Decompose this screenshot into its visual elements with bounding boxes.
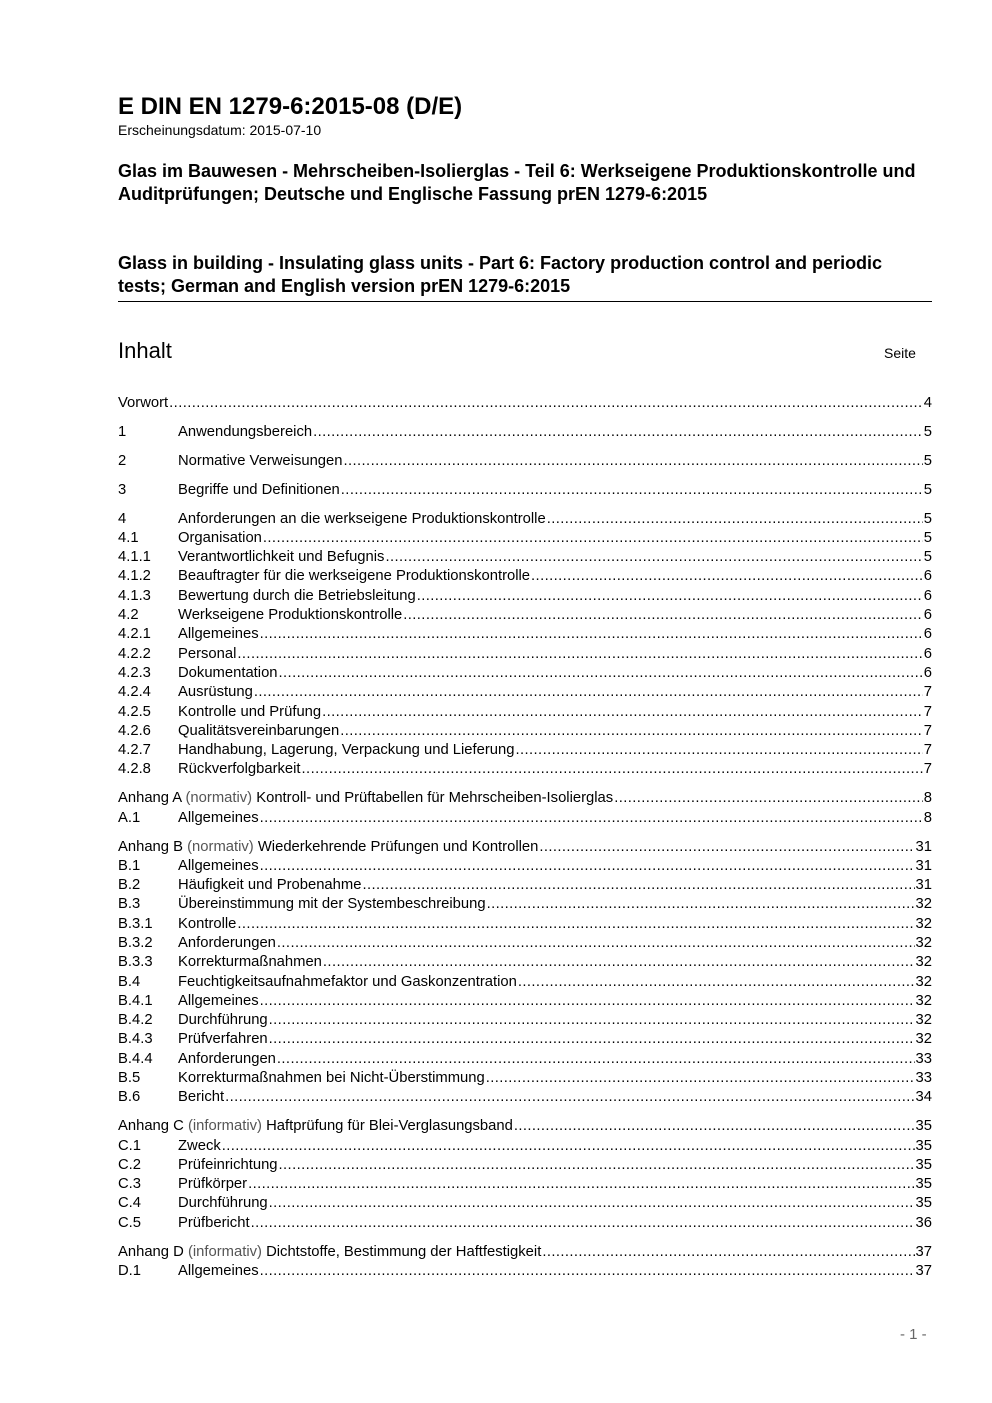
toc-entry[interactable] [118,606,932,625]
toc-dot-leader [263,529,923,548]
toc-entry-title: Verantwortlichkeit und Befugnis [178,549,385,566]
toc-entry-page: 32 [915,896,932,913]
toc-dot-leader [237,645,922,664]
toc-entry-title: Kontrolle [178,915,237,932]
toc-entry[interactable] [118,1156,932,1175]
toc-entry[interactable] [118,973,932,992]
toc-entry-title: Bericht [178,1089,225,1106]
toc-dot-leader [313,423,923,442]
toc-entry[interactable] [118,1050,932,1069]
toc-entry-number: B.6 [118,1089,141,1106]
toc-dot-leader [516,741,923,760]
toc-entry-title: Handhabung, Lagerung, Verpackung und Lieferung [178,742,515,759]
toc-entry-page: 5 [923,549,932,566]
toc-entry-title: Korrekturmaßnahmen bei Nicht-Überstimmung [178,1070,485,1087]
toc-entry-page: 37 [915,1262,932,1279]
toc-dot-leader [169,394,923,413]
toc-annex-title: Kontroll- und Prüftabellen für Mehrscheiben-Isolierglas [256,790,614,807]
toc-entry-title: Zweck [178,1137,221,1154]
toc-entry[interactable] [118,645,932,664]
toc-entry-number: B.4.2 [118,1012,153,1029]
toc-annex-title: Haftprüfung für Blei-Verglasungsband [266,1118,513,1135]
toc-entry-number: C.1 [118,1137,142,1154]
toc-entry-title: Normative Verweisungen [178,452,343,469]
toc-entry-number: 4.2.5 [118,703,151,720]
toc-entry-number: A.1 [118,809,141,826]
toc-annex-kind: (normativ) [187,838,254,855]
title-german: Glas im Bauwesen - Mehrscheiben-Isolierglas - Teil 6: Werkseigene Produktionskontrolle und Auditprüfungen; Deutsche und Englische Fassung prEN 1279-6:2015 [118,161,916,204]
toc-entry[interactable] [118,452,932,471]
toc-dot-leader [269,1194,915,1213]
toc-entry[interactable] [118,1088,932,1107]
toc-entry-title: Allgemeines [178,992,259,1009]
toc-entry[interactable] [118,1117,932,1136]
toc-entry-number: 4 [118,510,127,527]
toc-entry[interactable] [118,876,932,895]
toc-entry-number: Anhang D [118,1243,184,1260]
toc-dot-leader [531,567,923,586]
toc-entry-number: B.4.3 [118,1031,153,1048]
toc-dot-leader [269,1030,915,1049]
toc-entry[interactable] [118,587,932,606]
toc-dot-leader [362,876,914,895]
toc-entry-number: B.3.3 [118,954,153,971]
toc-dot-leader [302,760,923,779]
toc-entry-title: Dokumentation [178,664,278,681]
toc-dot-leader [254,683,923,702]
toc-dot-leader [518,973,915,992]
toc-dot-leader [260,1262,915,1281]
toc-entry-page: 36 [915,1214,932,1231]
toc-entry-number: B.3.1 [118,915,153,932]
toc-entry-number: 4.2 [118,607,139,624]
toc-entry[interactable] [118,1137,932,1156]
toc-annex-kind: (normativ) [185,790,253,807]
toc-entry-number: D.1 [118,1262,142,1279]
toc-entry[interactable] [118,529,932,548]
toc-entry-number: 4.2.7 [118,742,151,759]
toc-entry-title: Kontrolle und Prüfung [178,703,322,720]
toc-entry-number: 4.2.8 [118,761,151,778]
toc-entry[interactable] [118,838,932,857]
toc-entry-title: Personal [178,645,237,662]
toc-entry-title: Begriffe und Definitionen [178,481,340,498]
toc-entry[interactable] [118,1011,932,1030]
toc-entry-number: 3 [118,481,127,498]
title-english: Glass in building - Insulating glass units - Part 6: Factory production control and periodic tests; German and English version prEN 1279-6:2015 [118,252,932,302]
toc-entry-title: Prüfverfahren [178,1031,268,1048]
toc-dot-leader [539,838,914,857]
toc-entry-number: 4.2.3 [118,664,151,681]
toc-entry-page: 5 [923,423,932,440]
toc-entry-page: 32 [915,1031,932,1048]
toc-entry-title: Rückverfolgbarkeit [178,761,301,778]
toc-entry-page: 32 [915,915,932,932]
toc-entry-title: Bewertung durch die Betriebsleitung [178,587,416,604]
toc-entry[interactable] [118,953,932,972]
toc-dot-leader [322,703,923,722]
toc-dot-leader [547,510,923,529]
toc-entry[interactable] [118,481,932,500]
page-number: - 1 - [900,1326,927,1343]
toc-dot-leader [222,1137,915,1156]
toc-entry-title: Werkseigene Produktionskontrolle [178,607,403,624]
toc-dot-leader [251,1214,915,1233]
toc-entry[interactable] [118,664,932,683]
toc-dot-leader [277,934,915,953]
document-id: E DIN EN 1279-6:2015-08 (D/E) [118,93,463,120]
toc-entry-number: Anhang A [118,790,182,807]
toc-dot-leader [279,664,923,683]
toc-entry-title: Anforderungen [178,1050,276,1067]
toc-entry-title: Beauftragter für die werkseigene Produktionskontrolle [178,568,531,585]
toc-entry-number: 1 [118,423,127,440]
toc-entry[interactable] [118,1214,932,1233]
toc-dot-leader [323,953,915,972]
toc-entry[interactable] [118,394,932,413]
toc-entry-number: B.4.1 [118,992,153,1009]
toc-entry-page: 6 [923,607,932,624]
toc-entry-number: B.4.4 [118,1050,153,1067]
toc-entry[interactable] [118,703,932,722]
toc-entry-page: 5 [923,452,932,469]
toc-entry-page: 6 [923,645,932,662]
toc-dot-leader [237,915,914,934]
toc-entry-title: Feuchtigkeitsaufnahmefaktor und Gaskonzentration [178,973,517,990]
toc-entry[interactable] [118,895,932,914]
toc-entry-page: 5 [923,510,932,527]
toc-entry-number: B.2 [118,877,141,894]
toc-dot-leader [417,587,923,606]
table-of-contents [118,394,932,1281]
toc-entry[interactable] [118,760,932,779]
toc-annex-title: Dichtstoffe, Bestimmung der Haftfestigkeit [266,1243,542,1260]
toc-entry-page: 35 [915,1195,932,1212]
toc-dot-leader [487,895,915,914]
toc-entry-page: 8 [923,809,932,826]
toc-entry-number: Vorwort [118,395,169,411]
toc-entry-number: B.3 [118,896,141,913]
toc-entry[interactable] [118,1030,932,1049]
toc-entry-page: 31 [915,838,932,855]
toc-entry-title: Übereinstimmung mit der Systembeschreibung [178,896,486,913]
toc-dot-leader [344,452,923,471]
toc-entry-title: Anforderungen an die werkseigene Produktionskontrolle [178,510,546,527]
toc-entry-page: 35 [915,1137,932,1154]
toc-entry-title: Anwendungsbereich [178,423,313,440]
toc-entry-number: C.2 [118,1156,142,1173]
toc-entry-title [118,789,613,808]
toc-entry-number: B.5 [118,1070,141,1087]
toc-dot-leader [260,992,915,1011]
toc-entry[interactable] [118,548,932,567]
toc-dot-leader [269,1011,915,1030]
toc-entry-title: Korrekturmaßnahmen [178,954,322,971]
toc-entry-page: 35 [915,1156,932,1173]
toc-dot-leader [542,1243,914,1262]
toc-entry[interactable] [118,510,932,529]
publication-date: Erscheinungsdatum: 2015-07-10 [118,122,322,138]
toc-entry-page: 33 [915,1050,932,1067]
toc-entry-page: 35 [915,1118,932,1135]
toc-dot-leader [385,548,922,567]
toc-heading: Inhalt [118,338,172,363]
toc-dot-leader [403,606,923,625]
toc-entry-page: 31 [915,857,932,874]
toc-entry-page: 32 [915,992,932,1009]
toc-entry-page: 37 [915,1243,932,1260]
toc-entry-page: 32 [915,1012,932,1029]
toc-dot-leader [225,1088,914,1107]
toc-entry-number: 4.1.1 [118,549,151,566]
toc-entry-page: 32 [915,973,932,990]
toc-dot-leader [248,1175,914,1194]
toc-entry-number: 2 [118,452,127,469]
toc-annex-kind: (informativ) [187,1243,262,1260]
toc-entry-page: 34 [915,1089,932,1106]
toc-entry[interactable] [118,1069,932,1088]
toc-entry-title [118,838,538,857]
toc-entry-number: C.3 [118,1176,142,1193]
toc-entry-title: Durchführung [178,1012,268,1029]
toc-entry-number: B.3.2 [118,934,153,951]
toc-entry-number: 4.2.4 [118,684,151,701]
toc-entry-page: 8 [923,790,932,807]
toc-dot-leader [340,722,923,741]
toc-entry-page: 7 [923,722,932,739]
toc-dot-leader [614,789,923,808]
toc-entry[interactable] [118,915,932,934]
toc-entry-page: 32 [915,954,932,971]
toc-entry[interactable] [118,1262,932,1281]
toc-entry[interactable] [118,1175,932,1194]
toc-entry-page: 7 [923,684,932,701]
toc-entry-title: Organisation [178,529,262,546]
toc-dot-leader [277,1050,915,1069]
toc-entry-number: B.1 [118,857,141,874]
toc-entry[interactable] [118,625,932,644]
toc-dot-leader [486,1069,915,1088]
toc-entry[interactable] [118,789,932,808]
toc-entry-number: C.5 [118,1214,142,1231]
toc-entry-page: 7 [923,742,932,759]
toc-entry[interactable] [118,934,932,953]
toc-dot-leader [260,625,923,644]
toc-entry[interactable] [118,1194,932,1213]
toc-entry-title: Prüfeinrichtung [178,1156,278,1173]
toc-dot-leader [341,481,923,500]
toc-entry-number: Anhang C [118,1118,184,1135]
toc-entry-number: 4.1.2 [118,568,151,585]
toc-entry-page: 6 [923,626,932,643]
toc-entry[interactable] [118,809,932,828]
toc-entry-title: Prüfbericht [178,1214,250,1231]
toc-entry[interactable] [118,683,932,702]
toc-entry-number: 4.1.3 [118,587,151,604]
toc-entry-title: Anforderungen [178,934,276,951]
toc-entry[interactable] [118,1243,932,1262]
toc-entry-number: 4.1 [118,529,139,546]
toc-entry-title: Allgemeines [178,626,259,643]
toc-entry-title [118,1243,541,1262]
toc-dot-leader [279,1156,915,1175]
toc-entry[interactable] [118,567,932,586]
toc-entry-page: 6 [923,568,932,585]
toc-entry-number: 4.2.1 [118,626,151,643]
toc-entry-page: 7 [923,703,932,720]
toc-entry-page: 33 [915,1070,932,1087]
toc-entry[interactable] [118,992,932,1011]
toc-entry-title: Durchführung [178,1195,268,1212]
toc-entry[interactable] [118,857,932,876]
toc-annex-kind: (informativ) [187,1118,262,1135]
toc-entry-page: 31 [915,877,932,894]
toc-entry-page: 7 [923,761,932,778]
toc-dot-leader [514,1117,915,1136]
toc-entry-title [118,394,168,413]
toc-entry-title: Allgemeines [178,857,259,874]
toc-entry-title: Allgemeines [178,809,259,826]
toc-dot-leader [260,809,923,828]
toc-entry-page: 6 [923,587,932,604]
toc-entry-page: 32 [915,934,932,951]
toc-entry[interactable] [118,722,932,741]
toc-entry-number: 4.2.2 [118,645,151,662]
toc-entry-page: 5 [923,529,932,546]
toc-entry-title [118,1117,513,1136]
toc-entry[interactable] [118,741,932,760]
toc-page-column-label: Seite [884,345,916,361]
toc-entry-number: B.4 [118,973,141,990]
toc-annex-title: Wiederkehrende Prüfungen und Kontrollen [257,838,539,855]
toc-entry[interactable] [118,423,932,442]
toc-entry-title: Prüfkörper [178,1176,248,1193]
toc-entry-page: 35 [915,1176,932,1193]
toc-entry-title: Ausrüstung [178,684,253,701]
toc-dot-leader [260,857,915,876]
toc-entry-page: 4 [923,395,932,411]
toc-entry-title: Häufigkeit und Probenahme [178,877,362,894]
toc-entry-page: 5 [923,481,932,498]
toc-entry-number: 4.2.6 [118,722,151,739]
toc-entry-number: Anhang B [118,838,183,855]
toc-entry-number: C.4 [118,1195,142,1212]
toc-entry-page: 6 [923,664,932,681]
toc-entry-title: Allgemeines [178,1262,259,1279]
toc-entry-title: Qualitätsvereinbarungen [178,722,340,739]
